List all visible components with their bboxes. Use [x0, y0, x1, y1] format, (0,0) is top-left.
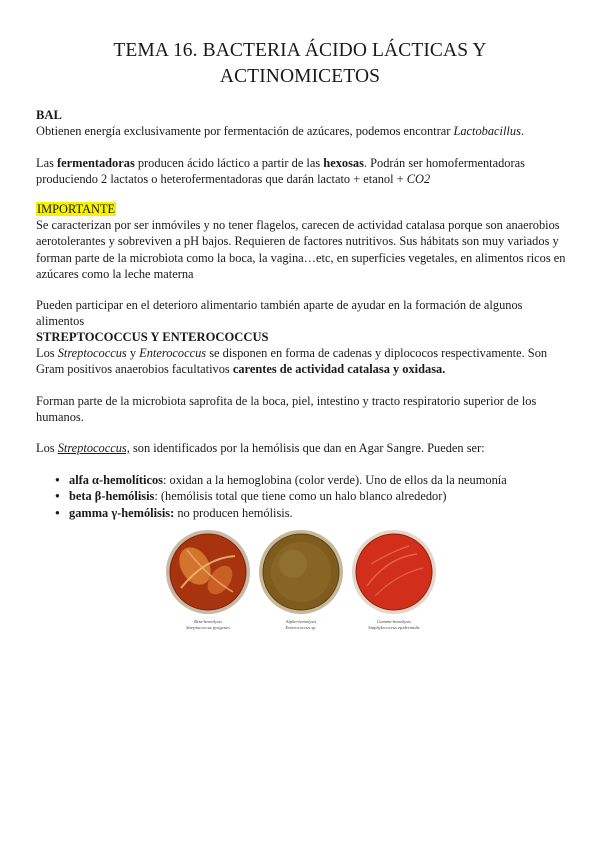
fermentation-text-c: . Podrán ser homofermentadoras	[363, 156, 525, 170]
deterioro-paragraph: Pueden participar en el deterioro alimentario también aparte de ayudar en la formación de algunos alimentos	[36, 298, 523, 329]
list-item	[36, 472, 507, 488]
bal-paragraph	[36, 123, 566, 139]
importante-paragraph: Se caracterizan por ser inmóviles y no tener flagelos, carecen de actividad catalasa porque son anaerobios aerotolerantes y sobreviven a pH bajos. Requieren de factores nutritivos. Sus hábitats son muy variados y forman parte de la microbiota como la boca, la vagina…etc, en superficies vegetales, en alimentos ricos en azúcares como la leche materna	[36, 218, 566, 281]
microbiota-paragraph: Forman parte de la microbiota saprofita de la boca, piel, intestino y tracto respiratorio superior de los humanos.	[36, 394, 537, 425]
species-streptococcus: Streptococcus	[57, 346, 127, 360]
list-item	[36, 505, 507, 521]
importante-highlight: IMPORTANTE	[37, 202, 116, 216]
plate-caption-alpha-1: Alpha-hemolysis	[285, 619, 317, 624]
species-streptococcus-underlined: Streptococcus,	[57, 441, 130, 455]
bal-paragraph-end: .	[520, 124, 525, 138]
strep-heading: STREPTOCOCCUS Y ENTEROCOCCUS	[36, 330, 269, 344]
agar-plate-beta	[166, 530, 250, 614]
agar-plate-gamma	[352, 530, 436, 614]
fermentation-paragraph	[36, 155, 566, 188]
plate-caption-gamma-1: Gamma-hemolysis	[376, 619, 412, 624]
hemolisis-paragraph	[36, 440, 566, 456]
agar-plates-figure	[165, 528, 437, 634]
bullet-term-alfa: alfa α-hemolíticos	[69, 473, 163, 487]
fermentation-text-b: producen ácido láctico a partir de las	[134, 156, 324, 170]
strep-paragraph	[36, 345, 566, 378]
bullet-term-beta: beta β-hemólisis	[69, 489, 155, 504]
hemolysis-list	[36, 472, 507, 521]
document-title	[40, 38, 560, 90]
hemolisis-text-b: son identificados por la hemólisis que dan en Agar Sangre. Pueden ser:	[129, 441, 485, 455]
bullet-term-gamma: gamma γ-hemólisis:	[69, 505, 175, 520]
importante-label-row	[36, 201, 566, 217]
bal-paragraph-text: Obtienen energía exclusivamente por fermentación de azúcares, podemos encontrar	[36, 124, 454, 138]
bullet-text-gamma: no producen hemólisis.	[174, 505, 293, 520]
term-fermentadoras: fermentadoras	[57, 156, 135, 170]
plate-caption-alpha-2: Enterococcus sp.	[285, 625, 317, 630]
title-line-2: ACTINOMICETOS	[219, 66, 381, 87]
bal-heading: BAL	[36, 108, 62, 122]
strep-bold-text: carentes de actividad catalasa y oxidasa.	[232, 362, 446, 377]
term-hexosas: hexosas	[323, 156, 364, 170]
bullet-text-alfa: : oxidan a la hemoglobina (color verde). Uno de ellos da la neumonía	[162, 473, 507, 487]
bullet-text-beta: : (hemólisis total que tiene como un halo blanco alrededor)	[154, 489, 447, 504]
strep-text-a: Los	[36, 346, 58, 360]
fermentation-text-a: Las	[36, 156, 57, 170]
fermentation-text-line2: produciendo 2 lactatos o heterofermentadoras que darán lactato + etanol +	[36, 172, 407, 187]
strep-text-c: se disponen en forma de cadenas y diplococos respectivamente. Son Gram positivos anaerobios facultativos	[36, 346, 548, 377]
hemolisis-text-a: Los	[36, 441, 58, 455]
species-lactobacillus: Lactobacillus	[453, 124, 521, 138]
plate-caption-beta-2: Streptococcus pyogenes	[186, 625, 230, 630]
list-item	[36, 488, 507, 504]
plate-caption-gamma-2: Staphylococcus epidermidis	[368, 625, 420, 630]
species-enterococcus: Enterococcus	[139, 346, 207, 360]
title-line-1: TEMA 16. BACTERIA ÁCIDO LÁCTICAS Y	[113, 40, 487, 61]
agar-plate-alpha	[259, 530, 343, 614]
plate-caption-beta-1: Beta-hemolysis	[193, 619, 223, 624]
term-co2: CO2	[406, 172, 431, 187]
strep-text-b: y	[126, 346, 140, 360]
